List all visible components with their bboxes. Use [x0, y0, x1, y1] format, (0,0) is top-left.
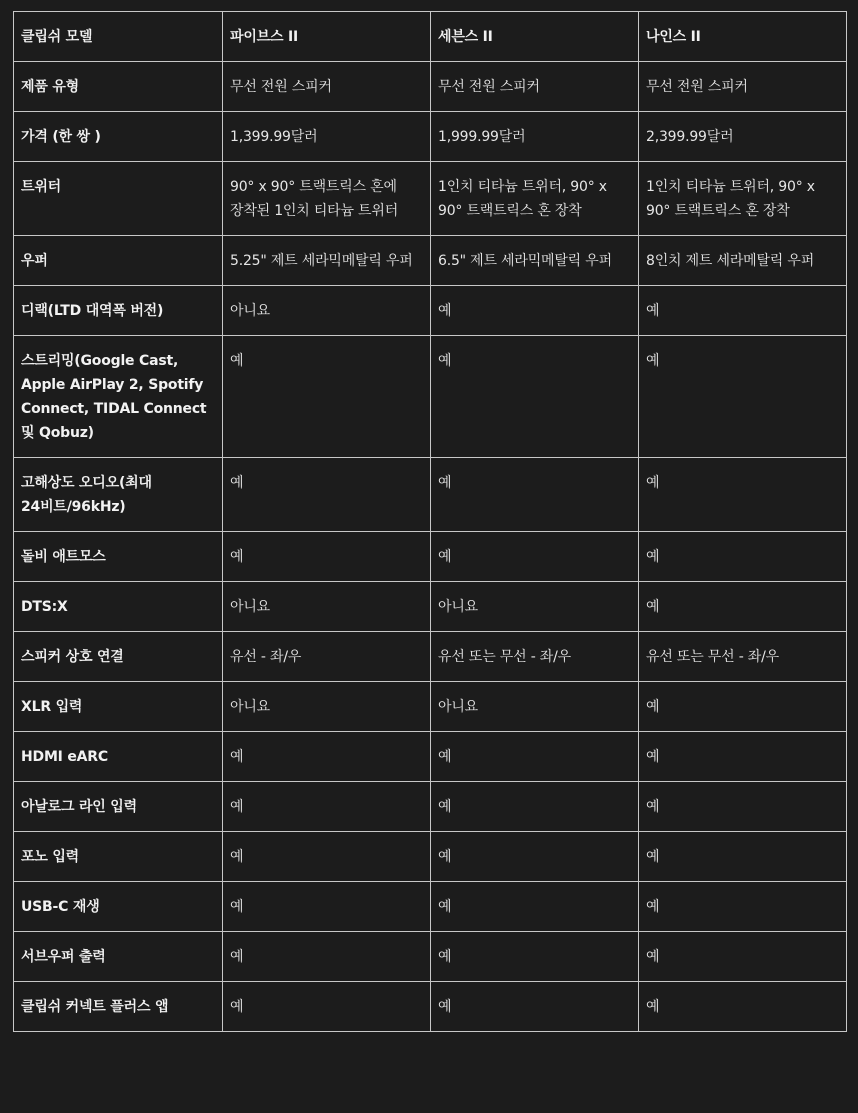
row-label: 우퍼 [14, 236, 223, 286]
table-row [14, 458, 847, 532]
row-label: DTS:X [14, 582, 223, 632]
cell-nines-ii: 예 [639, 832, 847, 882]
table-row [14, 62, 847, 112]
cell-nines-ii: 무선 전원 스피커 [639, 62, 847, 112]
cell-fives-ii: 1,399.99달러 [223, 112, 431, 162]
cell-fives-ii: 예 [223, 732, 431, 782]
table-row [14, 112, 847, 162]
cell-sevens-ii: 예 [431, 982, 639, 1032]
cell-sevens-ii: 아니요 [431, 682, 639, 732]
cell-fives-ii: 예 [223, 832, 431, 882]
cell-fives-ii: 예 [223, 336, 431, 458]
cell-sevens-ii: 예 [431, 532, 639, 582]
row-label: 고해상도 오디오(최대 24비트/96kHz) [14, 458, 223, 532]
cell-nines-ii: 예 [639, 532, 847, 582]
cell-nines-ii: 예 [639, 286, 847, 336]
header-fives-ii: 파이브스 II [223, 12, 431, 62]
table-row [14, 286, 847, 336]
row-label: 트위터 [14, 162, 223, 236]
cell-fives-ii: 무선 전원 스피커 [223, 62, 431, 112]
cell-nines-ii: 유선 또는 무선 - 좌/우 [639, 632, 847, 682]
cell-nines-ii: 예 [639, 782, 847, 832]
cell-fives-ii: 아니요 [223, 582, 431, 632]
cell-fives-ii: 유선 - 좌/우 [223, 632, 431, 682]
cell-fives-ii: 예 [223, 882, 431, 932]
header-sevens-ii: 세븐스 II [431, 12, 639, 62]
cell-nines-ii: 예 [639, 458, 847, 532]
cell-sevens-ii: 예 [431, 782, 639, 832]
cell-nines-ii: 예 [639, 932, 847, 982]
row-label: 디랙(LTD 대역폭 버전) [14, 286, 223, 336]
cell-nines-ii: 2,399.99달러 [639, 112, 847, 162]
table-row [14, 982, 847, 1032]
cell-sevens-ii: 1인치 티타늄 트위터, 90° x 90° 트랙트릭스 혼 장착 [431, 162, 639, 236]
table-row [14, 582, 847, 632]
cell-sevens-ii: 예 [431, 336, 639, 458]
cell-nines-ii: 예 [639, 582, 847, 632]
cell-nines-ii: 예 [639, 336, 847, 458]
row-label: 돌비 애트모스 [14, 532, 223, 582]
spec-comparison-table-wrapper [13, 11, 847, 1032]
cell-fives-ii: 예 [223, 982, 431, 1032]
table-row [14, 932, 847, 982]
cell-fives-ii: 예 [223, 782, 431, 832]
cell-fives-ii: 90° x 90° 트랙트릭스 혼에 장착된 1인치 티타늄 트위터 [223, 162, 431, 236]
cell-fives-ii: 예 [223, 932, 431, 982]
row-label: 제품 유형 [14, 62, 223, 112]
row-label: 서브우퍼 출력 [14, 932, 223, 982]
header-model-label: 클립쉬 모델 [14, 12, 223, 62]
table-row [14, 532, 847, 582]
table-row [14, 162, 847, 236]
table-row [14, 336, 847, 458]
cell-nines-ii: 예 [639, 682, 847, 732]
cell-fives-ii: 아니요 [223, 682, 431, 732]
cell-sevens-ii: 무선 전원 스피커 [431, 62, 639, 112]
cell-sevens-ii: 예 [431, 458, 639, 532]
spec-comparison-table [13, 11, 847, 1032]
table-row [14, 682, 847, 732]
table-row [14, 882, 847, 932]
row-label: 아날로그 라인 입력 [14, 782, 223, 832]
cell-sevens-ii: 예 [431, 882, 639, 932]
row-label: 클립쉬 커넥트 플러스 앱 [14, 982, 223, 1032]
row-label: USB-C 재생 [14, 882, 223, 932]
cell-sevens-ii: 6.5" 제트 세라믹메탈릭 우퍼 [431, 236, 639, 286]
cell-sevens-ii: 예 [431, 286, 639, 336]
cell-nines-ii: 예 [639, 882, 847, 932]
cell-fives-ii: 5.25" 제트 세라믹메탈릭 우퍼 [223, 236, 431, 286]
table-header-row [14, 12, 847, 62]
table-row [14, 782, 847, 832]
row-label: 가격 (한 쌍 ) [14, 112, 223, 162]
cell-fives-ii: 아니요 [223, 286, 431, 336]
cell-nines-ii: 예 [639, 732, 847, 782]
cell-sevens-ii: 1,999.99달러 [431, 112, 639, 162]
table-row [14, 236, 847, 286]
cell-fives-ii: 예 [223, 458, 431, 532]
cell-sevens-ii: 예 [431, 932, 639, 982]
table-row [14, 832, 847, 882]
cell-nines-ii: 예 [639, 982, 847, 1032]
table-row [14, 732, 847, 782]
cell-nines-ii: 8인치 제트 세라메탈릭 우퍼 [639, 236, 847, 286]
row-label: XLR 입력 [14, 682, 223, 732]
cell-nines-ii: 1인치 티타늄 트위터, 90° x 90° 트랙트릭스 혼 장착 [639, 162, 847, 236]
header-nines-ii: 나인스 II [639, 12, 847, 62]
row-label: HDMI eARC [14, 732, 223, 782]
table-row [14, 632, 847, 682]
row-label: 스피커 상호 연결 [14, 632, 223, 682]
cell-sevens-ii: 아니요 [431, 582, 639, 632]
row-label: 포노 입력 [14, 832, 223, 882]
cell-sevens-ii: 예 [431, 832, 639, 882]
cell-sevens-ii: 예 [431, 732, 639, 782]
row-label: 스트리밍(Google Cast, Apple AirPlay 2, Spotify Connect, TIDAL Connect 및 Qobuz) [14, 336, 223, 458]
cell-fives-ii: 예 [223, 532, 431, 582]
cell-sevens-ii: 유선 또는 무선 - 좌/우 [431, 632, 639, 682]
